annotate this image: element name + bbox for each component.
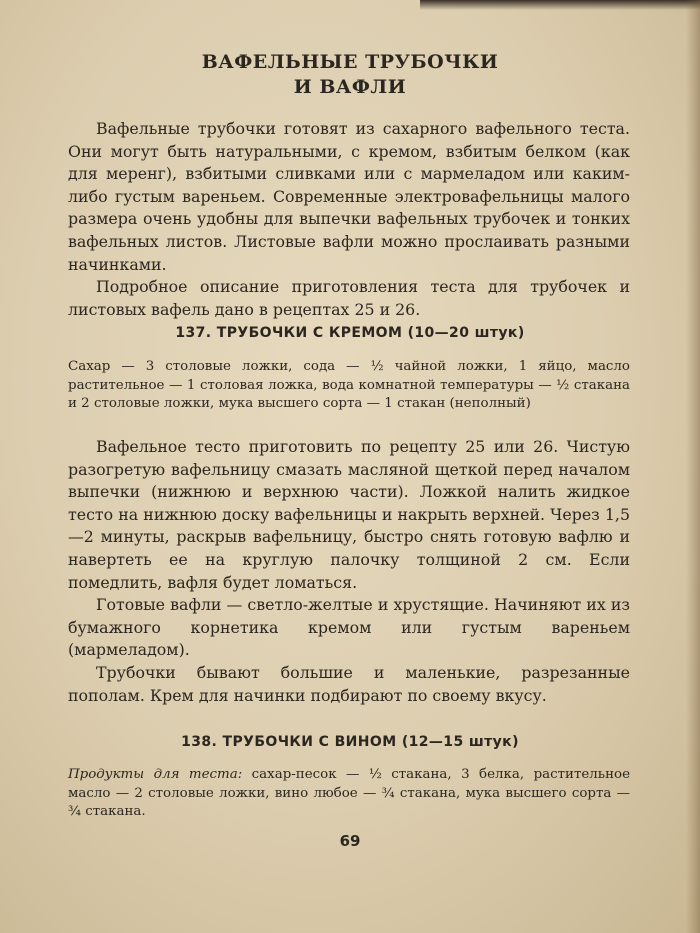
- recipe-138-ingredients-list: сахар-песок — ½ стакана, 3 белка, растительное масло — 2 столовые ложки, вино любое — ¾ стакана, мука высшего сорта — ¾ стакана.: [68, 767, 630, 819]
- recipe-138-heading: 138. ТРУБОЧКИ С ВИНОМ (12—15 штук): [181, 734, 519, 750]
- chapter-title-line2: И ВАФЛИ: [293, 76, 407, 98]
- recipe-137-paragraph-2: Готовые вафли — светло-желтые и хрустящие. Начиняют их из бумажного корнетика кремом или густым вареньем (мармеладом).: [68, 595, 630, 660]
- intro-paragraph-1: Вафельные трубочки готовят из сахарного вафельного теста. Они могут быть натуральными, с кремом, взбитым белком (как для меренг), взбитыми сливками или с мармеладом или каким-либо густым вареньем. Современные электровафельницы малого размера очень удобны для выпечки вафельных трубочек и тонких вафельных листов. Листовые вафли можно прослаивать разными начинками.: [68, 119, 630, 274]
- page-edge-right: [686, 0, 700, 933]
- intro-paragraph-2: Подробное описание приготовления теста для трубочек и листовых вафель дано в рецептах 25 и 26.: [68, 277, 630, 319]
- chapter-title-line1: ВАФЕЛЬНЫЕ ТРУБОЧКИ: [201, 51, 499, 73]
- recipe-137-method: [68, 436, 630, 707]
- intro-text: [68, 118, 630, 321]
- recipe-137-heading: 137. ТРУБОЧКИ С КРЕМОМ (10—20 штук): [175, 325, 525, 341]
- recipe-137-ingredients: Сахар — 3 столовые ложки, сода — ½ чайной ложки, 1 яйцо, масло растительное — 1 столовая ложка, вода комнатной температуры — ½ стакана и 2 столовые ложки, мука высшего сорта — 1 стакан (неполный): [68, 359, 630, 411]
- recipe-137-paragraph-3: Трубочки бывают большие и маленькие, разрезанные пополам. Крем для начинки подбирают по своему вкусу.: [68, 662, 630, 705]
- chapter-title: [150, 50, 550, 100]
- recipe-138-ingredients: [68, 766, 630, 822]
- page-number: 69: [339, 832, 361, 850]
- recipe-137-paragraph-1: Вафельное тесто приготовить по рецепту 25 или 26. Чистую разогретую вафельницу смазать масляной щеткой перед началом выпечки (нижнюю и верхнюю части). Ложкой налить жидкое тесто на нижнюю доску вафельницы и накрыть верхней. Через 1,5—2 минуты, раскрыв вафельницу, быстро снять готовую вафлю и навертеть ее на круглую палочку толщиной 2 см. Если помедлить, вафля будет ломаться.: [68, 437, 630, 592]
- page-shadow-top: [420, 0, 700, 10]
- recipe-138-ingredients-label: Продукты для теста:: [68, 767, 243, 782]
